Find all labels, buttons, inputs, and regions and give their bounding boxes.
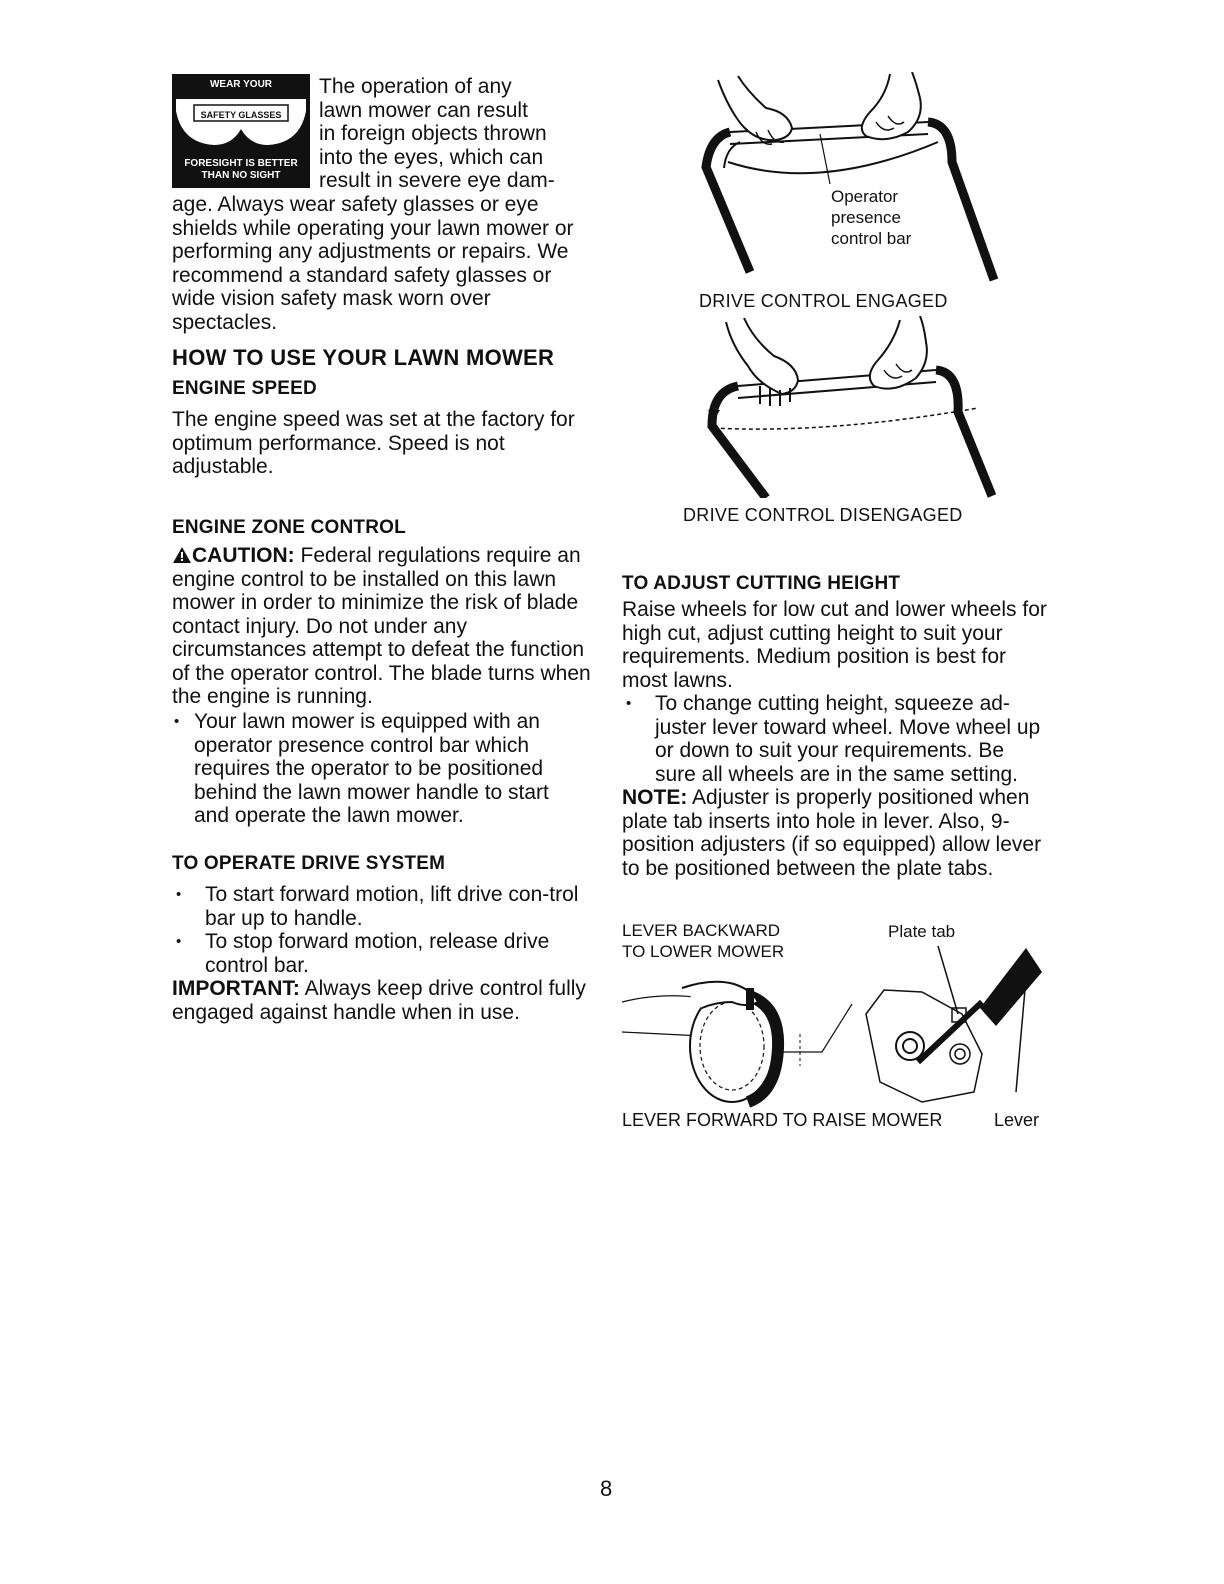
note-text: Adjuster is properly positioned when plate tab inserts into hole in lever. Also, 9-position adjusters (if so equipped) allow lever to be positioned between the plate tabs. [622,786,1042,880]
caution-label: CAUTION: [192,544,295,567]
label-line: TO LOWER MOWER [622,942,785,961]
cutting-height-bullets [622,692,1050,786]
badge-bottom-text-1: FORESIGHT IS BETTER [172,158,310,169]
note-label: NOTE: [622,786,688,809]
label-line: LEVER BACKWARD [622,921,781,940]
plate-tab-label: Plate tab [888,922,956,941]
height-adjuster-figure [622,942,1050,1108]
caution-triangle-icon [172,546,192,564]
cutting-height-heading: TO ADJUST CUTTING HEIGHT [622,573,901,594]
callout-line: Operator [831,187,899,206]
note-paragraph [622,786,1050,880]
disengaged-caption: DRIVE CONTROL DISENGAGED [683,505,963,525]
intro-line: in foreign objects thrown [319,122,547,145]
engine-speed-heading: ENGINE SPEED [172,378,317,399]
lever-forward-label: LEVER FORWARD TO RAISE MOWER [622,1110,943,1130]
badge-bottom-text-2: THAN NO SIGHT [172,170,310,181]
engine-zone-bullets [172,710,582,828]
intro-line: lawn mower can result [319,98,528,122]
callout-line: presence [831,208,901,227]
intro-line: result in severe eye dam- [319,169,555,192]
engine-speed-text: The engine speed was set at the factory for optimum performance. Speed is not adjustable. [172,408,575,478]
caution-text: Federal regulations require an engine control to be installed on this lawn mower in order to minimize the risk of blade contact injury. Do not under any circumstances attempt to defeat the function of the operator control. The blade turns when the engine is running. [172,544,591,708]
safety-glasses-icon [172,93,310,151]
drive-control-disengaged-figure [678,316,998,498]
cutting-height-text: Raise wheels for low cut and lower wheels for high cut, adjust cutting height to suit your requirements. Medium position is best for most lawns. [622,598,1047,692]
lever-label: Lever [994,1110,1040,1130]
engine-zone-heading: ENGINE ZONE CONTROL [172,517,406,538]
intro-wrapped-text [319,75,599,193]
important-label: IMPORTANT: [172,977,300,1000]
callout-line: control bar [831,229,912,248]
important-paragraph [172,977,592,1024]
important-text: Always keep drive control fully engaged against handle when in use. [172,977,586,1024]
list-item: • To start forward motion, lift drive con-trol bar up to handle. [172,883,582,930]
section-title: HOW TO USE YOUR LAWN MOWER [172,345,555,370]
drive-system-bullets [172,883,582,977]
operator-presence-callout [831,186,911,249]
intro-paragraph: age. Always wear safety glasses or eye shields while operating your lawn mower or performing any adjustments or repairs. We recommend a standard safety glasses or wide vision safety mask worn over spectacles. [172,193,574,334]
drive-system-heading: TO OPERATE DRIVE SYSTEM [172,853,446,874]
intro-line: into the eyes, which can [319,145,544,169]
intro-line: The operation of any [319,75,512,98]
page-number: 8 [600,1476,613,1501]
badge-top-text: WEAR YOUR [172,79,310,90]
safety-glasses-badge [172,74,310,188]
caution-paragraph [172,544,592,709]
engaged-caption: DRIVE CONTROL ENGAGED [699,291,948,311]
list-item: • To change cutting height, squeeze ad-juster lever toward wheel. Move wheel up or down to suit your requirements. Be sure all wheels are in the same setting. [622,692,1050,786]
drive-control-engaged-figure [690,72,1010,290]
list-item: • Your lawn mower is equipped with an operator presence control bar which requires the operator to be positioned behind the lawn mower handle to start and operate the lawn mower. [172,710,582,828]
list-item: • To stop forward motion, release drive control bar. [172,930,582,977]
badge-middle-text: SAFETY GLASSES [200,110,282,120]
